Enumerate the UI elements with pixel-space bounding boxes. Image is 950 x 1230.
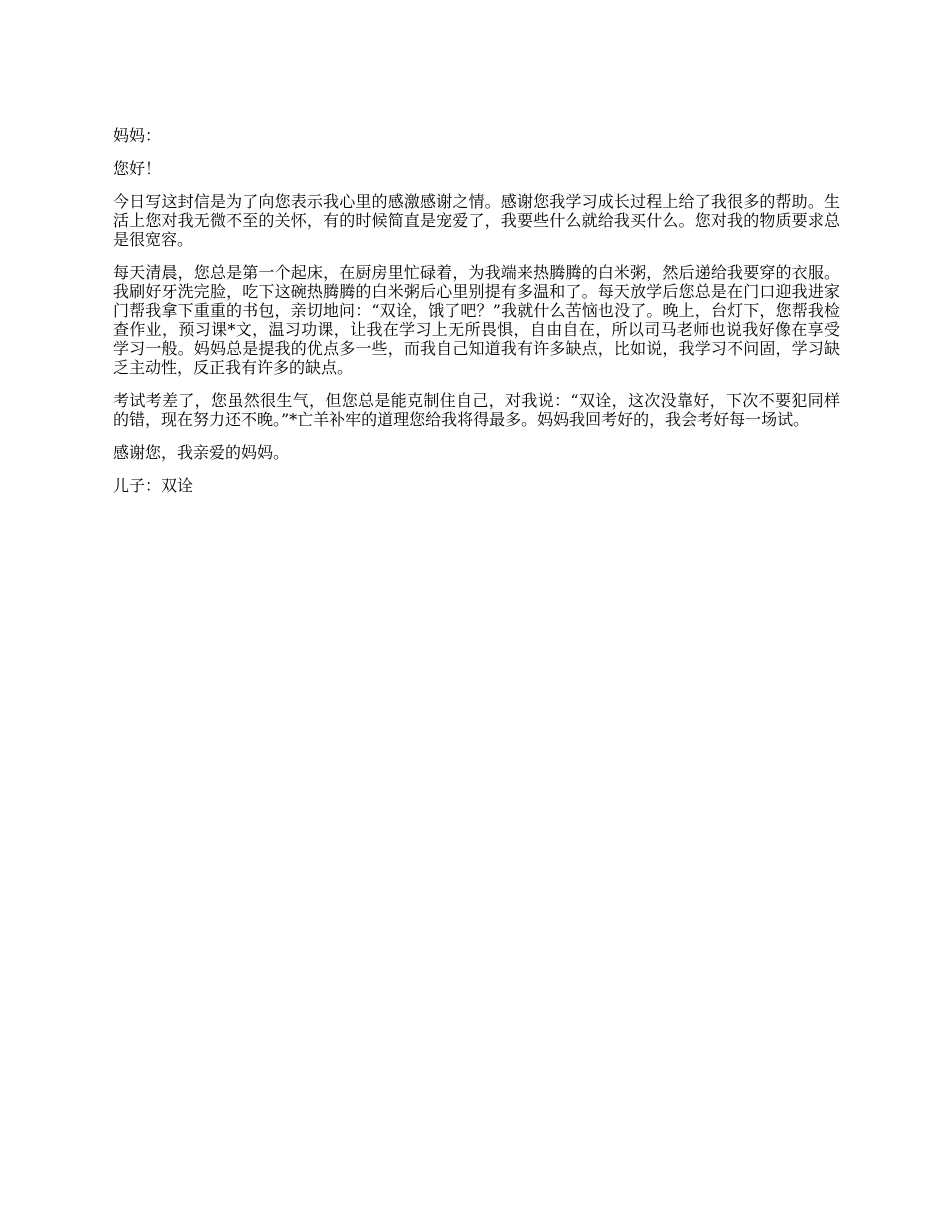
- letter-page: [113, 126, 840, 495]
- letter-paragraph-1: 今日写这封信是为了向您表示我心里的感激感谢之情。感谢您我学习成长过程上给了我很多的帮助。生活上您对我无微不至的关怀，有的时候简直是宠爱了，我要些什么就给我买什么。您对我的物质要求总是很宽容。: [113, 192, 840, 249]
- letter-closing: 感谢您，我亲爱的妈妈。: [113, 443, 290, 462]
- letter-greeting: 您好！: [113, 159, 162, 178]
- letter-signature: 儿子：双诠: [113, 476, 194, 495]
- letter-salutation: 妈妈：: [113, 126, 162, 145]
- letter-paragraph-3: 考试考差了，您虽然很生气，但您总是能克制住自己，对我说：“双诠，这次没靠好，下次不要犯同样的错，现在努力还不晚。”*亡羊补牢的道理您给我将得最多。妈妈我回考好的，我会考好每一场试。: [113, 391, 840, 429]
- letter-paragraph-2: 每天清晨，您总是第一个起床，在厨房里忙碌着，为我端来热腾腾的白米粥，然后递给我要穿的衣服。我刷好牙洗完脸，吃下这碗热腾腾的白米粥后心里别提有多温和了。每天放学后您总是在门口迎我进家门帮我拿下重重的书包，亲切地问：“双诠，饿了吧？”我就什么苦恼也没了。晚上，台灯下，您帮我检查作业，预习课*文，温习功课，让我在学习上无所畏惧，自由自在，所以司马老师也说我好像在享受学习一般。妈妈总是提我的优点多一些，而我自己知道我有许多缺点，比如说，我学习不问固，学习缺乏主动性，反正我有许多的缺点。: [113, 263, 840, 377]
